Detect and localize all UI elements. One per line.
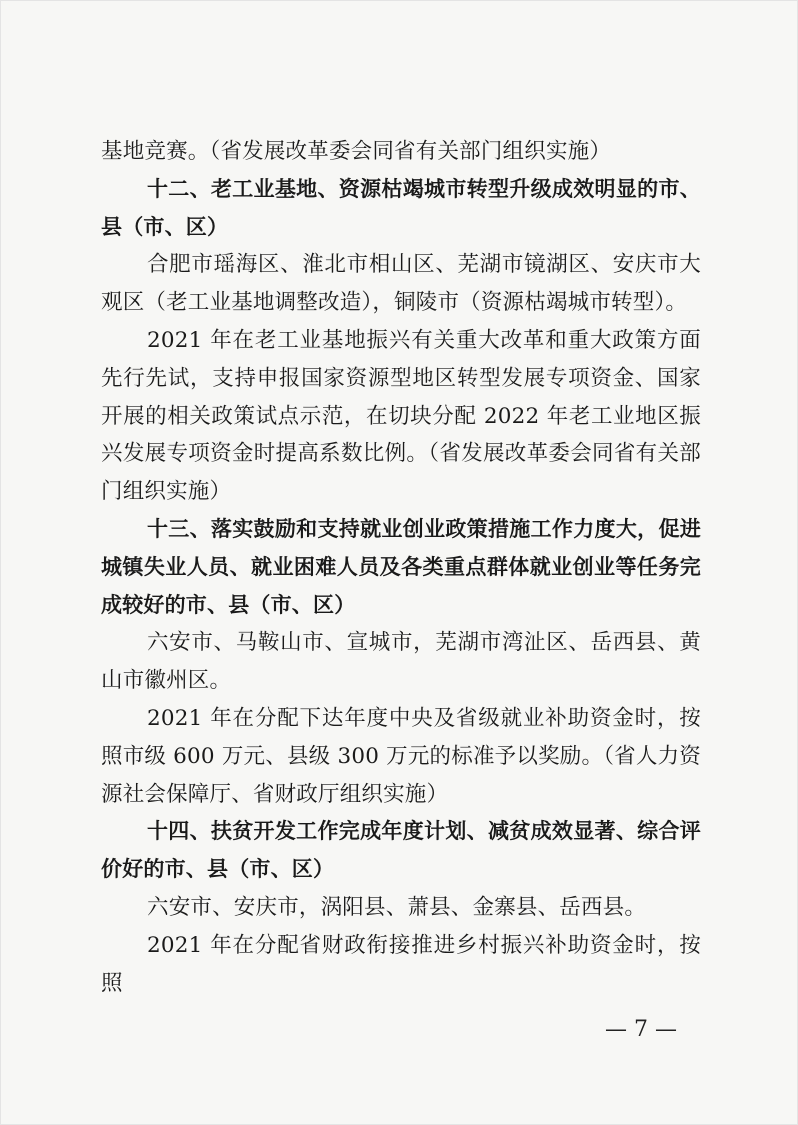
paragraph-list-13: 六安市、马鞍山市、宣城市，芜湖市湾沚区、岳西县、黄山市徽州区。 — [101, 630, 701, 694]
section-heading-13: 十三、落实鼓励和支持就业创业政策措施工作力度大，促进城镇失业人员、就业困难人员及各类重点群体就业创业等任务完成较好的市、县（市、区） — [101, 516, 701, 617]
paragraph-continuation: 基地竞赛。（省发展改革委会同省有关部门组织实施） — [101, 139, 612, 164]
document-body — [101, 133, 701, 1002]
paragraph-policy-12: 2021 年在老工业基地振兴有关重大改革和重大政策方面先行先试，支持申报国家资源型地区转型发展专项资金、国家开展的相关政策试点示范，在切块分配 2022 年老工业地区振兴发展专项资金时提高系数比例。（省发展改革委会同省有关部门组织实施） — [101, 327, 701, 505]
paragraph-list-12: 合肥市瑶海区、淮北市相山区、芜湖市镜湖区、安庆市大观区（老工业基地调整改造），铜陵市（资源枯竭城市转型）。 — [101, 252, 701, 316]
paragraph-policy-13: 2021 年在分配下达年度中央及省级就业补助资金时，按照市级 600 万元、县级 300 万元的标准予以奖励。（省人力资源社会保障厅、省财政厅组织实施） — [101, 705, 701, 807]
page-number: — 7 — — [605, 1017, 677, 1042]
section-heading-12: 十二、老工业基地、资源枯竭城市转型升级成效明显的市、县（市、区） — [101, 176, 701, 239]
section-heading-14: 十四、扶贫开发工作完成年度计划、减贫成效显著、综合评价好的市、县（市、区） — [101, 819, 701, 882]
paragraph-policy-14: 2021 年在分配省财政衔接推进乡村振兴补助资金时，按照 — [101, 932, 701, 996]
paragraph-list-14: 六安市、安庆市，涡阳县、萧县、金寨县、岳西县。 — [147, 894, 647, 920]
